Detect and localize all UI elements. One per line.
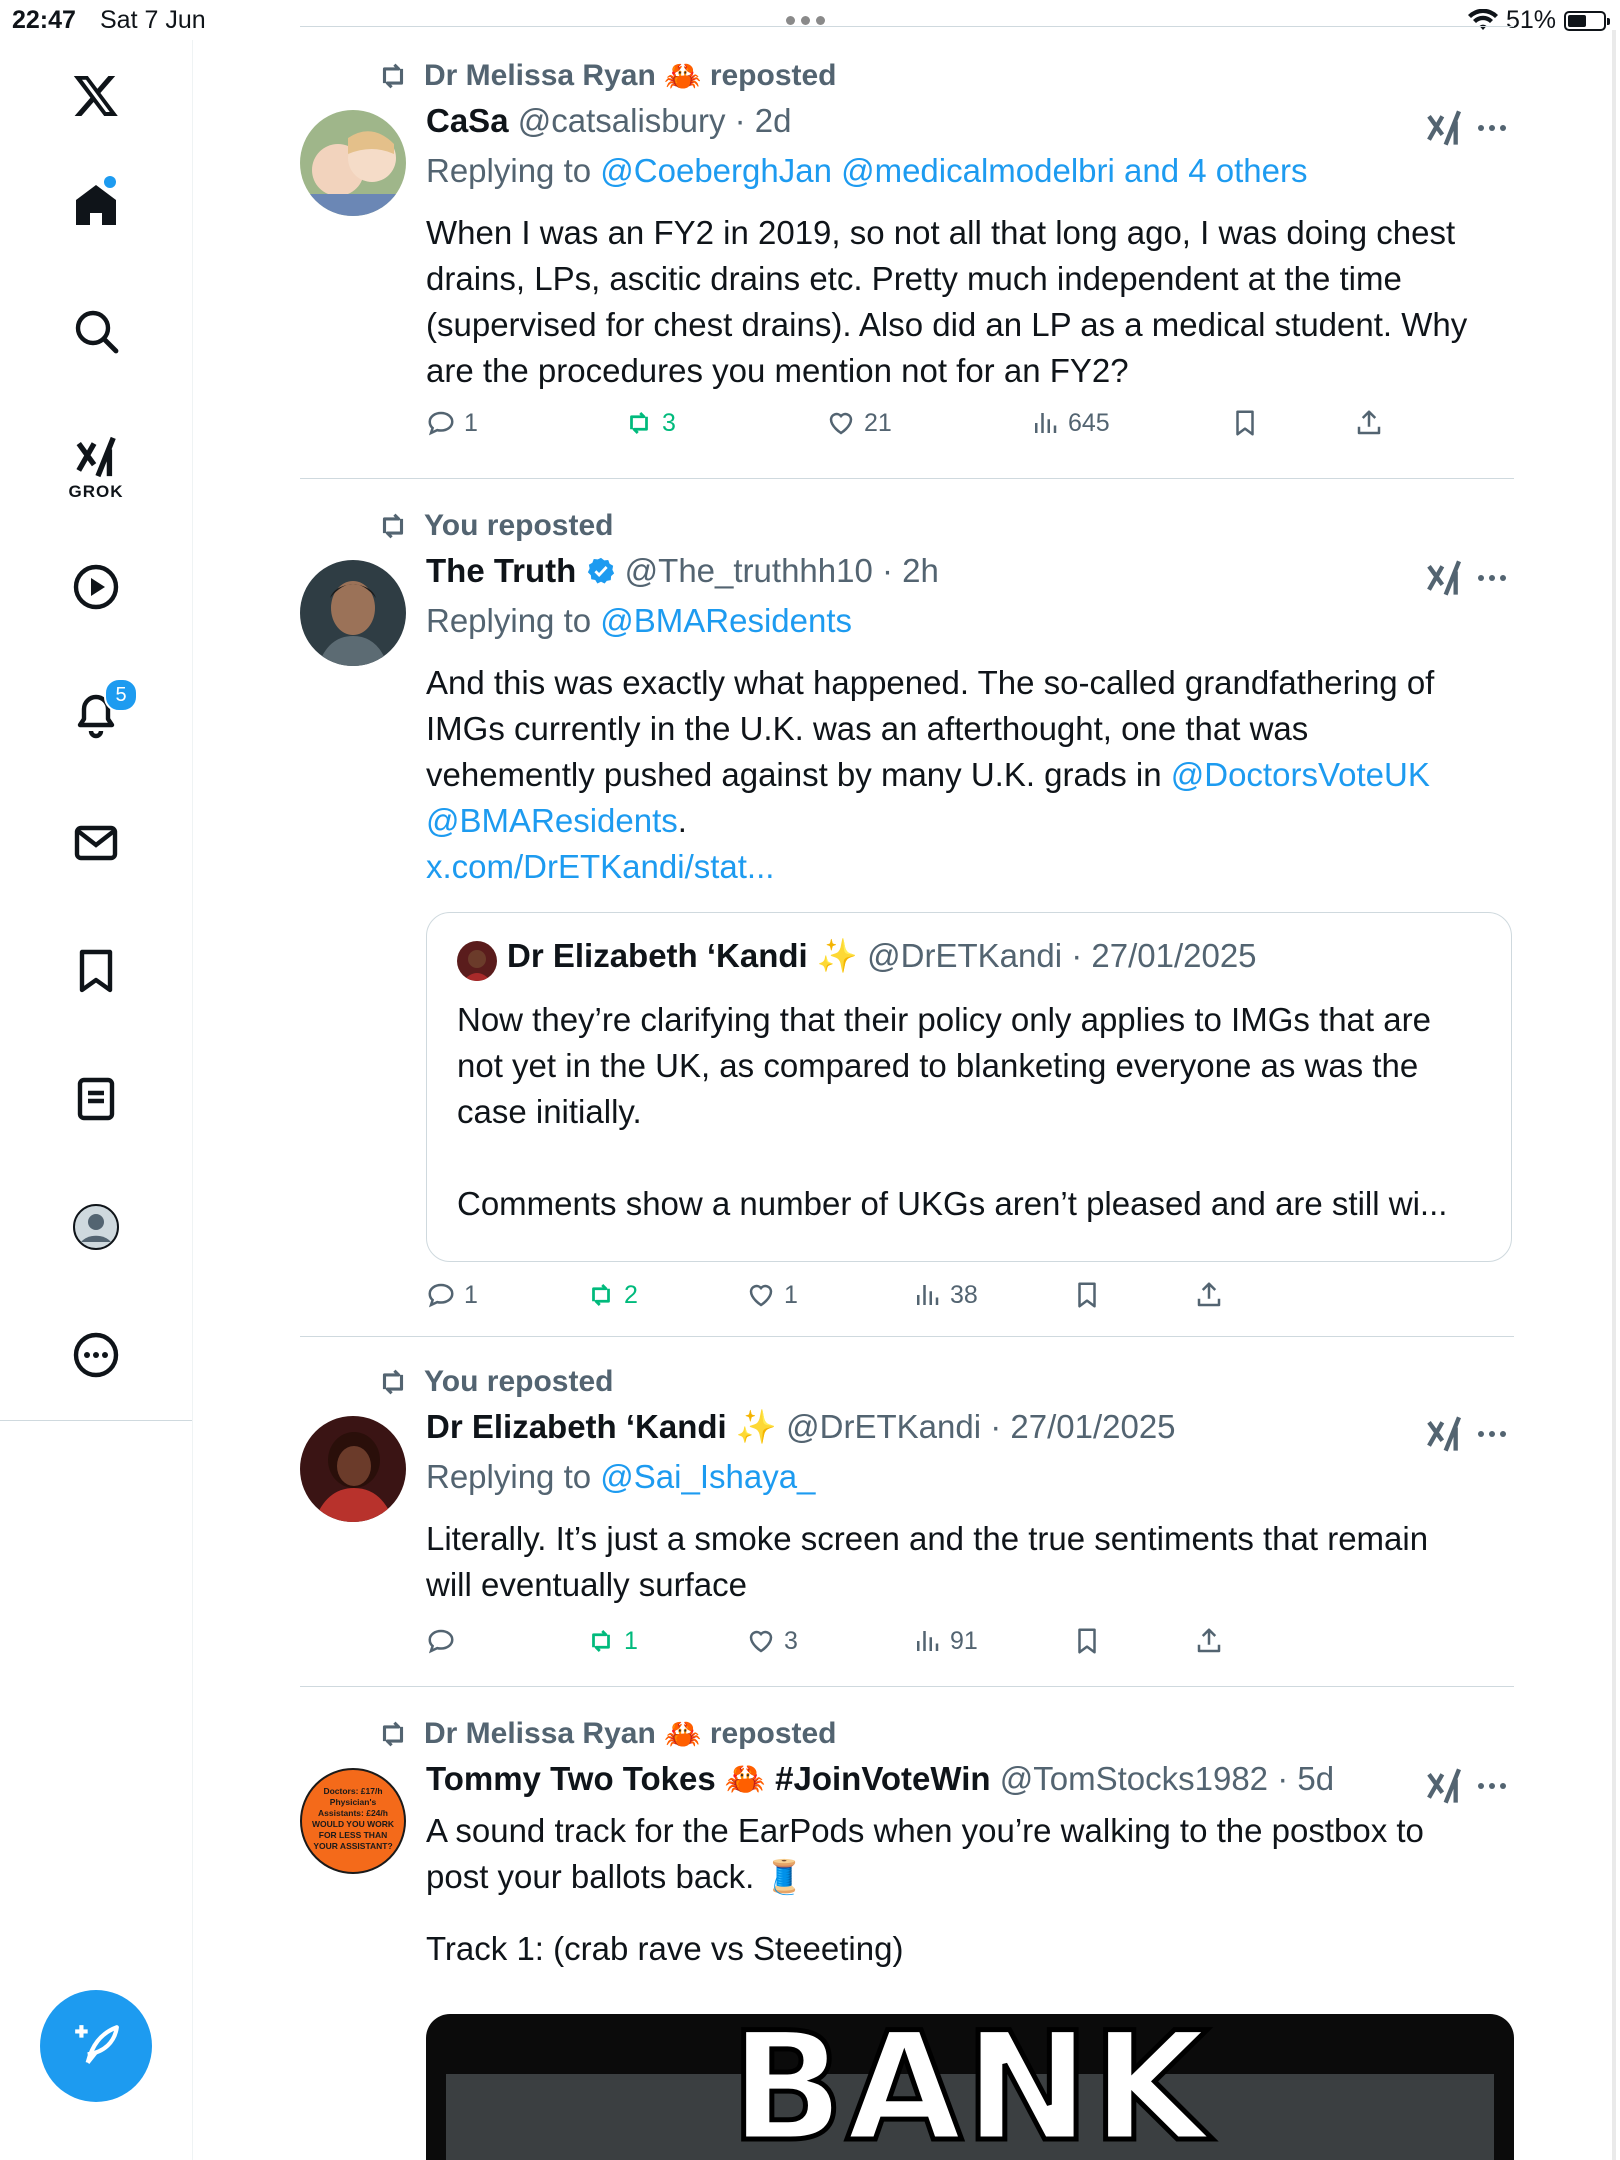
home-unread-dot <box>104 176 116 188</box>
repost-icon <box>376 59 410 93</box>
repost-button[interactable] <box>586 1626 638 1656</box>
repost-icon <box>376 1365 410 1399</box>
reply-icon <box>426 408 456 438</box>
post-text-line: IMGs currently in the U.K. was an afterthought, one that was <box>426 710 1309 747</box>
reply-count: 1 <box>464 408 478 437</box>
x-logo-icon <box>72 71 120 119</box>
sidebar-item-search[interactable] <box>46 296 146 366</box>
battery-icon <box>1564 11 1606 31</box>
post-time[interactable]: · 5d <box>1277 1760 1335 1797</box>
sidebar-item-videos[interactable] <box>46 552 146 622</box>
sidebar-item-bookmarks[interactable] <box>46 936 146 1006</box>
avatar-text-line: WOULD YOU WORK <box>311 1819 394 1829</box>
share-icon <box>1194 1626 1224 1656</box>
post-separator <box>300 1686 1514 1687</box>
post-text <box>426 210 1506 394</box>
repost-header <box>376 1362 613 1402</box>
post-text-line: A sound track for the EarPods when you’re walking to the postbox to <box>426 1812 1424 1849</box>
bookmark-button[interactable] <box>1072 1280 1102 1310</box>
reply-prefix: Replying to <box>426 602 592 639</box>
avatar-text-line: FOR LESS THAN <box>318 1830 388 1840</box>
more-icon <box>72 1331 120 1379</box>
post-text-line: post your ballots back. 🧵 <box>426 1858 805 1895</box>
post-text-line: drains, LPs, ascitic drains etc. Pretty much independent at the time <box>426 260 1402 297</box>
play-icon <box>72 563 120 611</box>
post-actions <box>426 1280 1506 1320</box>
like-count: 3 <box>784 1626 798 1655</box>
author-name[interactable]: The Truth <box>426 552 577 589</box>
share-button[interactable] <box>1194 1280 1224 1310</box>
avatar[interactable] <box>300 110 406 216</box>
quoted-post[interactable] <box>426 912 1512 1262</box>
reply-prefix: Replying to <box>426 1458 592 1495</box>
quote-author-handle: @DrETKandi <box>867 937 1063 974</box>
grok-icon[interactable] <box>1424 108 1464 148</box>
post-time[interactable]: · 2h <box>882 552 939 589</box>
avatar-text-line: Physician's <box>329 1797 377 1807</box>
like-button[interactable] <box>826 408 892 438</box>
post-separator <box>300 1336 1514 1337</box>
post-text-line: Track 1: (crab rave vs Steeeting) <box>426 1930 904 1967</box>
post-text-segment: . <box>677 802 687 839</box>
share-button[interactable] <box>1194 1626 1224 1656</box>
compose-button[interactable] <box>40 1990 152 2102</box>
heart-icon <box>826 408 856 438</box>
quote-time: · 27/01/2025 <box>1071 937 1257 974</box>
post-text-line: (supervised for chest drains). Also did an LP as a medical student. Why <box>426 306 1468 343</box>
avatar[interactable] <box>300 560 406 666</box>
reposted-suffix: reposted <box>709 59 837 92</box>
heart-icon <box>746 1280 776 1310</box>
share-button[interactable] <box>1354 408 1384 438</box>
avatar[interactable] <box>300 1416 406 1522</box>
x-logo[interactable] <box>46 60 146 130</box>
reply-button[interactable] <box>426 1626 464 1656</box>
reposted-by-label[interactable]: You reposted <box>424 1365 614 1398</box>
quote-text <box>457 997 1497 1227</box>
sparkle-emoji: ✨ <box>816 937 858 974</box>
sidebar-divider <box>0 1420 192 1421</box>
post-dr-elizabeth[interactable] <box>300 1362 1514 1662</box>
quote-text-line: case initially. <box>457 1093 642 1130</box>
reply-to-mentions[interactable]: @BMAResidents <box>600 602 853 639</box>
sidebar-item-lists[interactable] <box>46 1064 146 1134</box>
wifi-icon <box>1468 9 1498 33</box>
grok-label: GROK <box>68 482 124 501</box>
timeline-top-border <box>300 26 1514 27</box>
bookmark-button[interactable] <box>1072 1626 1102 1656</box>
quote-text-line: Comments show a number of UKGs aren’t pleased and are still wi... <box>457 1185 1448 1222</box>
home-icon <box>72 181 120 229</box>
post-text-line: Literally. It’s just a smoke screen and the true sentiments that remain <box>426 1520 1429 1557</box>
bookmark-button[interactable] <box>1230 408 1260 438</box>
status-date: Sat 7 Jun <box>100 6 206 34</box>
post-text-line: When I was an FY2 in 2019, so not all that long ago, I was doing chest <box>426 214 1456 251</box>
author-name-tag: #JoinVoteWin <box>775 1760 991 1797</box>
sidebar-item-messages[interactable] <box>46 808 146 878</box>
sparkle-emoji: ✨ <box>735 1408 777 1445</box>
repost-count: 3 <box>662 408 676 437</box>
bookmark-icon <box>72 947 120 995</box>
post-text <box>426 1808 1506 1972</box>
repost-button[interactable] <box>586 1280 638 1310</box>
bookmark-icon <box>1072 1280 1102 1310</box>
search-icon <box>72 307 120 355</box>
more-options-icon[interactable] <box>1478 1424 1512 1444</box>
bookmark-icon <box>1072 1626 1102 1656</box>
repost-icon <box>586 1626 616 1656</box>
views-icon <box>912 1280 942 1310</box>
compose-icon <box>71 2021 121 2071</box>
sidebar-item-more[interactable] <box>46 1320 146 1390</box>
more-options-icon[interactable] <box>1478 1776 1512 1796</box>
repost-header: Dr Melissa Ryan 🦀 reposted <box>376 1714 837 1754</box>
repost-icon <box>586 1280 616 1310</box>
views-button[interactable] <box>912 1626 978 1656</box>
sidebar-item-grok[interactable] <box>46 418 146 518</box>
mention-link[interactable]: @DoctorsVoteUK <box>1170 756 1430 793</box>
reply-to-mentions[interactable]: @CoeberghJan @medicalmodelbri and 4 others <box>600 152 1308 189</box>
repost-count: 2 <box>624 1280 638 1309</box>
avatar[interactable] <box>300 1768 406 1874</box>
view-count: 91 <box>950 1626 978 1655</box>
view-count: 645 <box>1068 408 1110 437</box>
reply-icon <box>426 1626 456 1656</box>
media-caption-text: BANK <box>729 2014 1211 2160</box>
heart-icon <box>746 1626 776 1656</box>
post-casa[interactable] <box>300 56 1514 476</box>
post-text <box>426 660 1506 890</box>
reposted-by-name[interactable]: Dr Melissa Ryan <box>424 59 656 92</box>
views-icon <box>912 1626 942 1656</box>
like-count: 1 <box>784 1280 798 1309</box>
quote-text-line: Now they’re clarifying that their policy only applies to IMGs that are <box>457 1001 1431 1038</box>
post-actions <box>426 408 1506 448</box>
author-handle[interactable]: @TomStocks1982 <box>999 1760 1269 1797</box>
share-icon <box>1354 408 1384 438</box>
post-text-line: are the procedures you mention not for an FY2? <box>426 352 1129 389</box>
post-the-truth[interactable] <box>300 506 1514 1330</box>
repost-header: Dr Melissa Ryan 🦀 reposted <box>376 56 837 96</box>
views-icon <box>1030 408 1060 438</box>
quote-author-name: Dr Elizabeth ‘Kandi <box>507 937 808 974</box>
post-text <box>426 1516 1506 1608</box>
reposted-by-name[interactable]: Dr Melissa Ryan <box>424 1717 656 1750</box>
author-name[interactable]: Dr Elizabeth ‘Kandi <box>426 1408 727 1445</box>
post-actions <box>426 1626 1506 1666</box>
post-time[interactable]: · 2d <box>734 102 792 139</box>
avatar-text-line: YOUR ASSISTANT? <box>313 1841 393 1851</box>
reposted-suffix: reposted <box>709 1717 837 1750</box>
author-name[interactable]: Tommy Two Tokes <box>426 1760 716 1797</box>
repost-icon <box>376 509 410 543</box>
multitasking-handle[interactable] <box>786 16 825 25</box>
post-text-line <box>426 752 1506 798</box>
post-media-video[interactable] <box>426 2014 1514 2160</box>
crab-emoji: 🦀 <box>724 1760 766 1797</box>
url-link[interactable]: x.com/DrETKandi/stat... <box>426 848 775 885</box>
sidebar <box>0 40 193 2160</box>
post-tommy-two-tokes[interactable] <box>300 1714 1514 2160</box>
status-bar <box>0 0 1620 40</box>
reposted-by-label[interactable]: You reposted <box>424 509 614 542</box>
post-text-line: And this was exactly what happened. The so-called grandfathering of <box>426 664 1435 701</box>
author-handle[interactable]: @DrETKandi <box>786 1408 982 1445</box>
notifications-badge: 5 <box>104 678 138 712</box>
author-handle[interactable]: @The_truthhh10 <box>624 552 873 589</box>
quote-avatar <box>457 941 497 981</box>
reply-button[interactable] <box>426 408 478 438</box>
verified-badge-icon <box>586 556 616 586</box>
mail-icon <box>72 819 120 867</box>
post-time[interactable]: · 27/01/2025 <box>990 1408 1176 1445</box>
reply-count: 1 <box>464 1280 478 1309</box>
like-button[interactable] <box>746 1280 798 1310</box>
sidebar-item-notifications[interactable] <box>46 680 146 750</box>
mention-link[interactable]: @BMAResidents <box>426 802 678 839</box>
repost-button[interactable] <box>624 408 676 438</box>
grok-icon[interactable] <box>1424 1766 1464 1806</box>
repost-header <box>376 506 613 546</box>
repost-count: 1 <box>624 1626 638 1655</box>
post-text-line: will eventually surface <box>426 1566 747 1603</box>
reply-button[interactable] <box>426 1280 478 1310</box>
grok-icon <box>73 434 119 480</box>
reply-to-mentions[interactable]: @Sai_Ishaya_ <box>600 1458 816 1495</box>
grok-icon[interactable] <box>1424 1414 1464 1454</box>
like-count: 21 <box>864 408 892 437</box>
reply-icon <box>426 1280 456 1310</box>
repost-icon <box>624 408 654 438</box>
like-button[interactable] <box>746 1626 798 1656</box>
views-button[interactable] <box>912 1280 978 1310</box>
grok-icon[interactable] <box>1424 558 1464 598</box>
post-separator <box>300 478 1514 479</box>
views-button[interactable] <box>1030 408 1110 438</box>
view-count: 38 <box>950 1280 978 1309</box>
bookmark-icon <box>1230 408 1260 438</box>
repost-icon <box>376 1717 410 1751</box>
quote-text-line: not yet in the UK, as compared to blanketing everyone as was the <box>457 1047 1419 1084</box>
sidebar-item-home[interactable] <box>46 170 146 240</box>
post-text-line <box>426 798 1506 844</box>
more-options-icon[interactable] <box>1478 568 1512 588</box>
reply-prefix: Replying to <box>426 152 592 189</box>
profile-icon <box>72 1203 120 1251</box>
battery-percent: 51% <box>1505 6 1556 34</box>
avatar-text-line: Assistants: £24/h <box>318 1808 388 1818</box>
author-handle[interactable]: @catsalisbury <box>517 102 726 139</box>
list-icon <box>72 1075 120 1123</box>
share-icon <box>1194 1280 1224 1310</box>
avatar-text-line: Doctors: £17/h <box>323 1786 383 1796</box>
status-time: 22:47 <box>12 6 76 34</box>
author-name[interactable]: CaSa <box>426 102 509 139</box>
more-options-icon[interactable] <box>1478 118 1512 138</box>
post-text-segment: vehemently pushed against by many U.K. grads in <box>426 756 1171 793</box>
sidebar-item-profile[interactable] <box>46 1192 146 1262</box>
scrollbar[interactable] <box>1612 30 1616 2160</box>
